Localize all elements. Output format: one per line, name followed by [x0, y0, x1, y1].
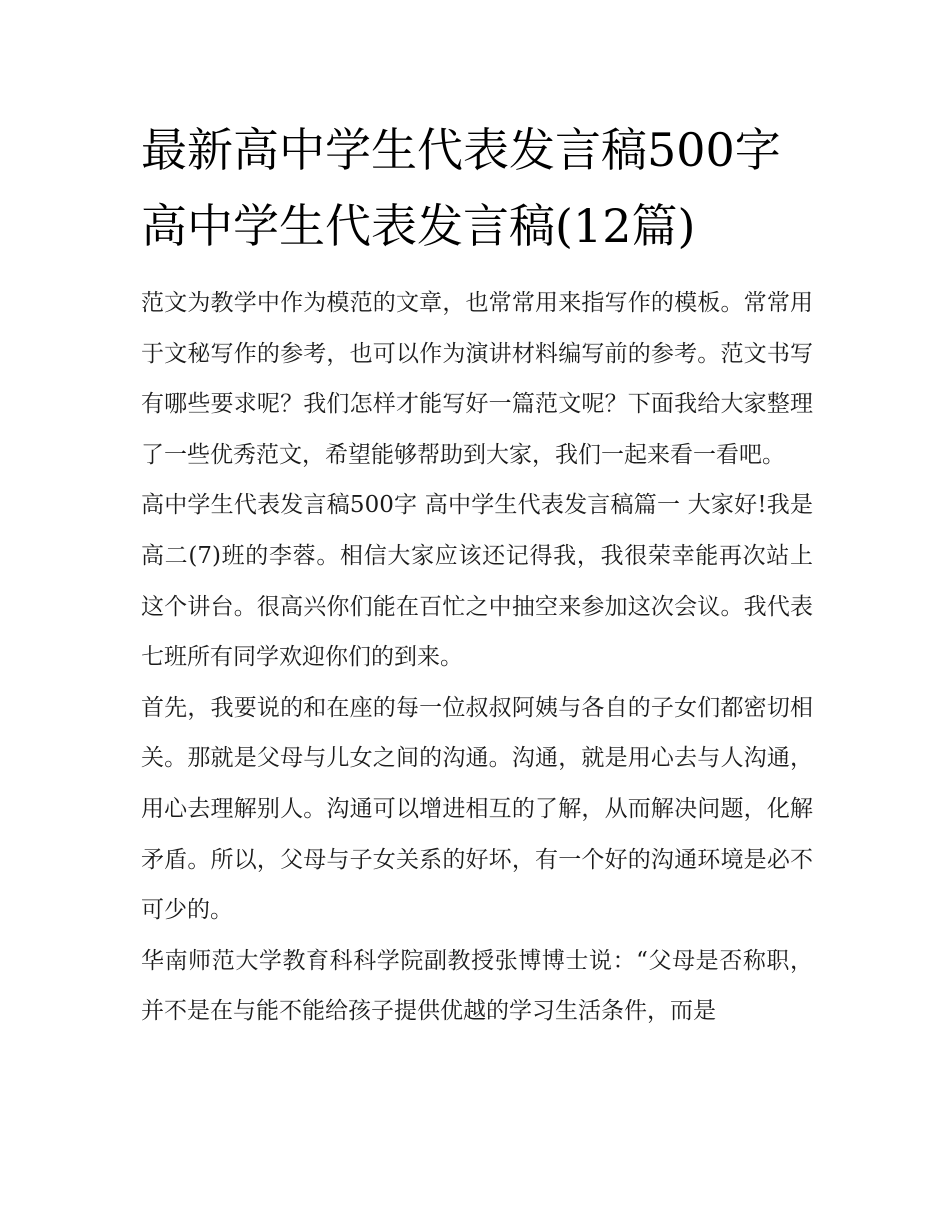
- document-body: [141, 278, 813, 1037]
- paragraph-communication: 首先，我要说的和在座的每一位叔叔阿姨与各自的子女们都密切相关。那就是父母与儿女之间的沟通。沟通，就是用心去与人沟通，用心去理解别人。沟通可以增进相互的了解，从而解决问题，化解矛盾。所以，父母与子女关系的好坏，有一个好的沟通环境是必不可少的。: [141, 694, 813, 924]
- paragraph-intro: 范文为教学中作为模范的文章，也常常用来指写作的模板。常常用于文秘写作的参考，也可以作为演讲材料编写前的参考。范文书写有哪些要求呢？我们怎样才能写好一篇范文呢？下面我给大家整理了一些优秀范文，希望能够帮助到大家，我们一起来看一看吧。: [141, 290, 813, 468]
- document-content: [141, 112, 813, 1037]
- document-title: 最新高中学生代表发言稿500字 高中学生代表发言稿(12篇): [141, 123, 781, 253]
- paragraph-greeting: 高中学生代表发言稿500字 高中学生代表发言稿篇一 大家好!我是高二(7)班的李蓉。相信大家应该还记得我，我很荣幸能再次站上这个讲台。很高兴你们能在百忙之中抽空来参加这次会议。我代表七班所有同学欢迎你们的到来。: [141, 492, 813, 671]
- paragraph-quote: 华南师范大学教育科科学院副教授张博博士说：“父母是否称职，并不是在与能不能给孩子提供优越的学习生活条件，而是: [141, 947, 813, 1025]
